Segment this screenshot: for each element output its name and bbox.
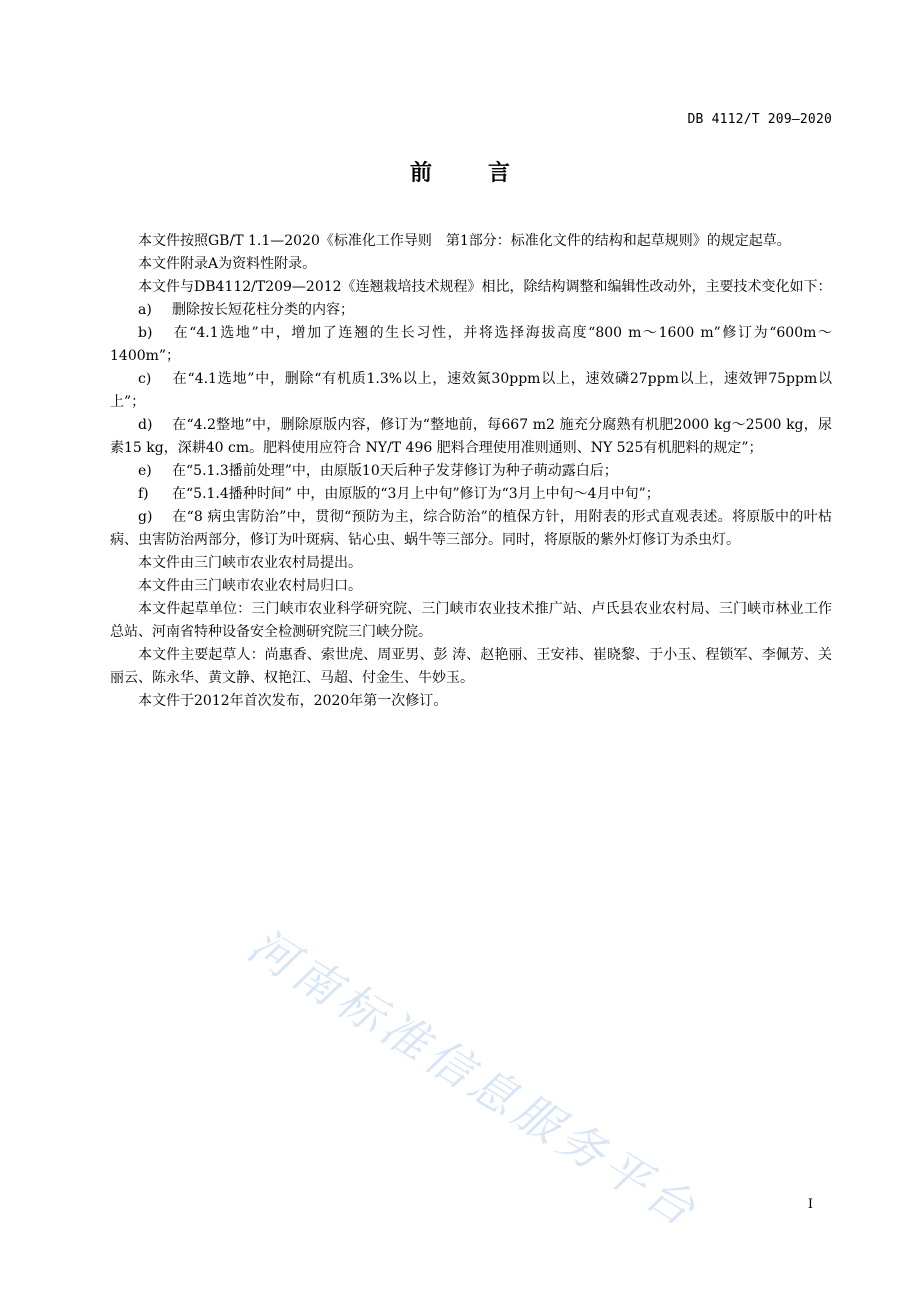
- paragraph-drafting-units: 本文件起草单位：三门峡市农业科学研究院、三门峡市农业技术推广站、卢氏县农业农村局、三门峡市林业工作总站、河南省特种设备安全检测研究院三门峡分院。: [110, 601, 832, 640]
- change-text: 在“4.2整地”中，删除原版内容，修订为“整地前，每667 m2 施充分腐熟有机肥2000 kg～2500 kg，尿素15 kg，深耕40 cm。肥料使用应符合 NY/T 496 肥料合理使用准则通则、NY 525有机肥料的规定”；: [110, 417, 832, 456]
- change-item-d: [110, 414, 832, 460]
- list-marker: f): [138, 486, 149, 502]
- change-item-e: [110, 460, 832, 483]
- document-body: [110, 230, 832, 713]
- page-number: I: [807, 1197, 813, 1212]
- list-marker: g): [138, 509, 153, 525]
- change-text: 删除按长短花柱分类的内容；: [172, 302, 354, 318]
- change-text: 在“5.1.3播前处理”中，由原版10天后种子发芽修订为种子萌动露白后；: [172, 463, 618, 479]
- paragraph-drafters: 本文件主要起草人：尚惠香、索世虎、周亚男、彭 涛、赵艳丽、王安祎、崔晓黎、于小玉、程锁军、李佩芳、关丽云、陈永华、黄文静、权艳江、马超、付金生、牛妙玉。: [110, 647, 832, 686]
- change-text: 在“5.1.4播种时间” 中，由原版的“3月上中旬”修订为“3月上中旬～4月中旬”；: [172, 486, 660, 502]
- paragraph-appendix: 本文件附录A为资料性附录。: [138, 256, 317, 272]
- list-marker: d): [138, 417, 153, 433]
- change-item-g: [110, 506, 832, 552]
- change-item-c: [110, 368, 832, 414]
- list-marker: c): [138, 371, 152, 387]
- change-item-b: [110, 322, 832, 368]
- list-marker: e): [138, 463, 152, 479]
- paragraph-changes-intro: 本文件与DB4112/T209—2012《连翘栽培技术规程》相比，除结构调整和编辑性改动外，主要技术变化如下：: [138, 279, 832, 295]
- list-marker: b): [138, 325, 153, 341]
- change-text: 在“8 病虫害防治”中，贯彻“预防为主，综合防治”的植保方针，用附表的形式直观表述。将原版中的叶枯病、虫害防治两部分，修订为叶斑病、钻心虫、蜗牛等三部分。同时，将原版的紫外灯修订为杀虫灯。: [110, 509, 832, 548]
- list-marker: a): [138, 302, 152, 318]
- change-text: 在“4.1选地”中，增加了连翘的生长习性，并将选择海拔高度“800 m～1600 m”修订为“600m～1400m”；: [110, 325, 832, 364]
- paragraph-history: 本文件于2012年首次发布，2020年第一次修订。: [138, 693, 448, 709]
- change-item-a: [110, 299, 832, 322]
- change-item-f: [110, 483, 832, 506]
- paragraph-administrator: 本文件由三门峡市农业农村局归口。: [138, 578, 362, 594]
- page-title: 前言: [409, 161, 566, 186]
- watermark: 河南标准信息服务平台: [239, 917, 709, 1239]
- standard-code: DB 4112/T 209—2020: [687, 112, 832, 127]
- paragraph-drafting-basis: 本文件按照GB/T 1.1—2020《标准化工作导则 第1部分：标准化文件的结构和起草规则》的规定起草。: [138, 233, 791, 249]
- paragraph-proposer: 本文件由三门峡市农业农村局提出。: [138, 555, 362, 571]
- change-text: 在“4.1选地”中，删除“有机质1.3%以上，速效氮30ppm以上，速效磷27ppm以上，速效钾75ppm以上”；: [110, 371, 832, 410]
